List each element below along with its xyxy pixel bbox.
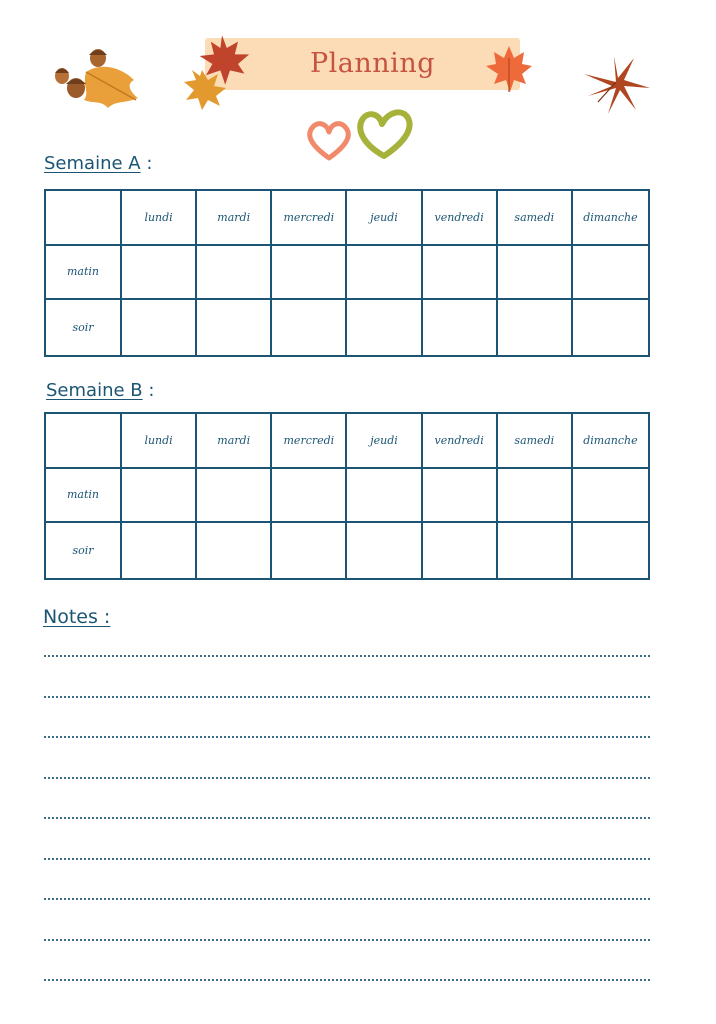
table-cell[interactable]	[122, 469, 197, 524]
table-cell[interactable]	[347, 523, 422, 578]
table-cell[interactable]	[272, 469, 347, 524]
week-a-table	[44, 189, 650, 357]
table-cell[interactable]	[423, 300, 498, 355]
day-header: mardi	[197, 414, 272, 469]
day-header: samedi	[498, 191, 573, 246]
row-header: soir	[46, 300, 122, 355]
table-cell[interactable]	[272, 523, 347, 578]
table-cell[interactable]	[498, 246, 573, 301]
table-cell[interactable]	[197, 246, 272, 301]
notes-line[interactable]	[44, 898, 650, 900]
notes-line[interactable]	[44, 817, 650, 819]
row-header: soir	[46, 523, 122, 578]
table-cell[interactable]	[197, 469, 272, 524]
table-cell[interactable]	[122, 523, 197, 578]
notes-label: Notes :	[43, 606, 111, 628]
day-header: vendredi	[423, 414, 498, 469]
table-cell[interactable]	[272, 300, 347, 355]
table-cell[interactable]	[573, 300, 648, 355]
table-corner	[46, 191, 122, 246]
table-cell[interactable]	[423, 246, 498, 301]
notes-line[interactable]	[44, 858, 650, 860]
notes-line[interactable]	[44, 696, 650, 698]
table-cell[interactable]	[197, 300, 272, 355]
heart-icon	[352, 102, 416, 164]
table-cell[interactable]	[197, 523, 272, 578]
table-cell[interactable]	[498, 300, 573, 355]
notes-line[interactable]	[44, 979, 650, 981]
table-cell[interactable]	[122, 246, 197, 301]
day-header: mardi	[197, 191, 272, 246]
page-title: Planning	[310, 48, 435, 79]
table-cell[interactable]	[498, 469, 573, 524]
table-corner	[46, 414, 122, 469]
day-header: jeudi	[347, 191, 422, 246]
day-header: vendredi	[423, 191, 498, 246]
table-cell[interactable]	[347, 300, 422, 355]
maple-leaf-icon	[484, 44, 534, 94]
notes-line[interactable]	[44, 939, 650, 941]
row-header: matin	[46, 469, 122, 524]
notes-line[interactable]	[44, 777, 650, 779]
notes-line[interactable]	[44, 655, 650, 657]
heart-icon	[304, 116, 354, 164]
table-cell[interactable]	[573, 523, 648, 578]
week-a-heading	[44, 153, 152, 174]
day-header: mercredi	[272, 414, 347, 469]
day-header: lundi	[122, 414, 197, 469]
day-header: lundi	[122, 191, 197, 246]
table-cell[interactable]	[498, 523, 573, 578]
week-b-table	[44, 412, 650, 580]
day-header: dimanche	[573, 191, 648, 246]
table-cell[interactable]	[573, 469, 648, 524]
table-cell[interactable]	[347, 246, 422, 301]
week-b-label: Semaine B	[46, 380, 143, 401]
table-cell[interactable]	[423, 469, 498, 524]
row-header: matin	[46, 246, 122, 301]
week-b-heading	[46, 380, 154, 401]
day-header: jeudi	[347, 414, 422, 469]
day-header: dimanche	[573, 414, 648, 469]
notes-lines[interactable]	[44, 655, 650, 1020]
table-cell[interactable]	[423, 523, 498, 578]
week-a-label: Semaine A	[44, 153, 141, 174]
table-cell[interactable]	[573, 246, 648, 301]
notes-heading	[43, 606, 110, 628]
acorn-oak-leaf-icon	[46, 42, 146, 118]
table-cell[interactable]	[347, 469, 422, 524]
week-b-colon: :	[148, 380, 155, 401]
table-cell[interactable]	[122, 300, 197, 355]
table-cell[interactable]	[272, 246, 347, 301]
day-header: mercredi	[272, 191, 347, 246]
notes-line[interactable]	[44, 736, 650, 738]
day-header: samedi	[498, 414, 573, 469]
leaf-icon	[578, 52, 654, 118]
week-a-colon: :	[146, 153, 153, 174]
